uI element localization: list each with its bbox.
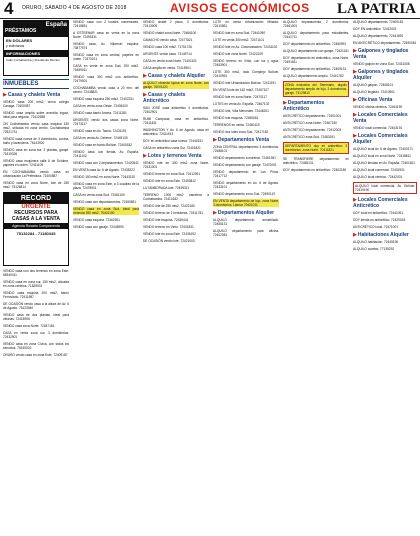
classified-ad: DOY departamento en anticrético. 72450991 — [283, 42, 347, 46]
classified-ad: VENDO casa nueva de 3 dormitorios, cocina, baño y lavandería. 76143920 — [3, 137, 69, 145]
classified-ad: ALQUILO departamento. 72441891 — [353, 34, 404, 38]
classified-ad: VENDO casa en zona Cívica, con todos los servicios. 76150002 — [3, 342, 69, 350]
classified-ad: ANTICRÉTICO departamento. 72412003 — [283, 128, 342, 132]
column-4 — [213, 20, 279, 534]
classified-ad: VENDO terreno en zona Sud. 72412091 — [143, 172, 201, 176]
column-3 — [143, 20, 209, 534]
column-1 — [3, 20, 69, 534]
classified-ad: VENDO galpón en zona Sud. 72431008 — [353, 62, 410, 66]
classified-ad: ALQUILO habitación. 72445190 — [353, 240, 399, 244]
classified-ad: VENDO casa zona Norte. 72457181 — [3, 324, 55, 328]
classified-ad: VENDO terreno en Vinto, con luz y agua. 72453901 — [213, 59, 279, 67]
classified-ad: COCHABAMBA vendo casa a 20 min. del centro. 72438821 — [73, 86, 139, 94]
category-departamentos-venta: ▶Departamentos Venta — [213, 137, 269, 143]
classified-ad: VENDO casa en zona Este, a 3 cuadras de la plaza. 72478901 — [73, 182, 139, 190]
ad-box-prestamos-banner — [4, 21, 68, 37]
classified-ad: VENDO dos lotes zona Sud. 72417182 — [213, 130, 269, 134]
classified-ad: VENDO lote Urbanización Bolívar. 72411191 — [213, 81, 276, 85]
category-locales-anticretico: ▶Locales Comerciales Anticrético — [353, 197, 408, 209]
classified-ad: DOY departamento en anticrético. 72409131 — [283, 67, 347, 71]
page-header — [0, 0, 420, 19]
category-casas-venta: ▶Casas y chalets Venta — [3, 92, 61, 98]
classified-ad: EN VENTA casa Av. 6 de Agosto. 72435222 — [73, 168, 135, 172]
ad-line: EN DÓLARES — [6, 38, 33, 43]
classified-ad: VENDO chalet zona Norte. 72466100 — [143, 31, 197, 35]
classified-ad: DOY en anticrético casa nueva. 72441531 — [143, 139, 203, 143]
dateline: ORURO, SÁBADO 4 DE AGOSTO DE 2018 — [22, 5, 127, 11]
category-locales-alquiler: ▶Locales Comerciales Alquiler — [353, 133, 408, 145]
classified-ad: VENDO lote en zona Este. 72436192 — [143, 232, 196, 236]
classified-ad: DOY local en anticrético. 72441091 — [353, 211, 404, 215]
classified-ad: DOY EN anticrético. 72412001 — [353, 27, 397, 31]
classified-ad: VENDO lote zona Norte. 72422109 — [213, 52, 263, 56]
classified-ad: VENDO chalet 2 pisos, 3 dormitorios. 72413009 — [143, 20, 209, 28]
classified-ad: DOY tienda en anticrético. 72420018 — [353, 218, 406, 222]
classified-ad: ALQUILO cuartos. 77135292 — [353, 247, 395, 251]
category-galpones-alquiler: ▶Galpones y tinglados Alquiler — [353, 69, 409, 81]
classified-ad: EN VENTA lote de 162 mts2. 72467107 — [213, 88, 269, 92]
classified-ad: DOY departamento en anticrético. 72402180 — [283, 168, 347, 172]
classified-ad: VENDO terreno en Vinto. 72401831 — [143, 225, 194, 229]
classified-ad: ALQUILO local céntrico. 72442001 — [353, 175, 403, 179]
classified-ad: ANTICRÉTICO zona Norte. 72467150 — [283, 121, 338, 125]
classified-ad: VENDO lote en zona Norte. 72470117 — [213, 95, 267, 99]
classified-ad: VENDO casa con dos terrenos en zona Este. 68340411 — [3, 269, 69, 277]
classified-ad: VENDO oficina céntrica. 72461190 — [353, 105, 403, 109]
classified-ad: URGENTE vendo dos casas zona Norte. 72473117 — [73, 118, 139, 126]
classified-ad: SAN JOSÉ casa anticrético 4 dormitorios. 72402901 — [143, 106, 209, 114]
triangle-icon: ▶ — [353, 232, 357, 238]
category-habitaciones-alquiler: ▶Habitaciones Alquiler — [353, 232, 409, 238]
category-locales-venta: ▶Locales Comerciales Venta — [353, 112, 408, 124]
classified-ad: ALQUILO local comercial. 72431901 — [353, 168, 405, 172]
classified-ad: CASA en venta zona Norte. 71401101 — [143, 59, 197, 63]
ad-line: CASAS A LA VENTA — [12, 216, 60, 222]
red-bordered-ad: ALQUILO local comercial, Av. Bolívar. 72419190 — [355, 184, 415, 192]
classified-ad: VENDO casa con departamentos. 72450891 — [73, 200, 137, 204]
classified-ad: VENDO casa esquina 250 mts2. 72402231 — [73, 97, 134, 101]
classified-ad: VENDO 150 mts2 en zona Norte. 72443192 — [73, 175, 136, 179]
classified-ad: VENDO casa en zona Norte, lote de 280 mts2. 75126814 — [3, 181, 69, 189]
classified-ad: CASA en venta en zona Sud, 200 mts2. 71859011 — [73, 64, 139, 72]
ad-line: INFORMACIONES — [4, 50, 68, 57]
classified-ad: URGENTE vendo casa. 73145714 — [143, 52, 192, 56]
classified-ad: CASA en venta Av. Dehene. 72445130 — [73, 136, 128, 140]
classified-ad: EN ANTICRÉTICO departamento. 72490081 — [353, 41, 417, 45]
classified-ad: ALQUILO departamento con garaje. 72421181 — [283, 49, 349, 53]
page-number: 4 — [4, 0, 14, 18]
ad-logo: RECORD — [4, 193, 68, 204]
ad-line: Agencia Rosario Compraventa — [4, 223, 68, 229]
triangle-icon: ▶ — [3, 92, 7, 98]
category-casas-anticretico: ▶Casas y chalets Anticrético — [143, 92, 186, 104]
column-2 — [73, 20, 139, 534]
classified-ad: ALQUILO local Av. 6 de Agosto. 72400171 — [353, 147, 413, 151]
classified-ad: CASA en venta zona Oeste. 72408100 — [73, 104, 128, 108]
triangle-icon: ▶ — [213, 137, 217, 143]
category-oficinas-venta: ▶Oficinas Venta — [353, 97, 393, 103]
ad-line: RECURSOS PARA — [14, 210, 58, 216]
highlighted-ad-red-border: ZONA exclusiva del Seminario, alquilo departamento amplio de lujo, 3 dormitorios, garaje. 73129810 — [285, 83, 347, 95]
section-title: AVISOS ECONÓMICOS — [170, 1, 310, 15]
classified-ad: ZONA CENTRAL departamento 3 dormitorios. 72488101 — [213, 145, 279, 153]
classified-ad: ORURO vendo casa en zona Este. 72409187 — [3, 353, 68, 357]
classified-ad: VENDO casa con 2 locales comerciales. 72418831 — [73, 20, 139, 28]
triangle-icon: ▶ — [143, 73, 147, 79]
classified-ad: ALQUILO galpón. 72408101 — [353, 83, 394, 87]
classified-ad: ALQUILO departamento para oficina. 72402081 — [213, 229, 279, 237]
classified-ad: ALQUILO tinglado. 72410901 — [353, 90, 395, 94]
classified-ad: CASA en anticrético zona Sur. 72401821 — [143, 146, 201, 150]
category-galpones-venta: ▶Galpones y tinglados Venta — [353, 48, 409, 60]
newspaper-brand: LA PATRIA — [336, 1, 416, 17]
classified-ad: CASA en venta zona sur, 3 dormitorios. 72432901 — [3, 331, 69, 339]
ad-line: 75132284 - 71180345 — [16, 231, 56, 236]
classified-ad: VENDO casa 200 mts2, cerca colegio Canaga. 72400087 — [3, 100, 69, 108]
classified-ad: VENDO lote esquina. 72430441 — [143, 218, 189, 222]
ad-headline: PRÉSTAMOS — [5, 28, 37, 34]
triangle-icon: ▶ — [353, 197, 357, 203]
category-departamentos-anticretico: ▶Departamentos Anticrético — [283, 100, 325, 112]
classified-ad: VENDO casa barrio Aroma. 72411281 — [73, 111, 127, 115]
classified-ad: LA TAMBORADA lote. 72495311 — [143, 186, 190, 190]
classified-ad: VENDO lote de 250 mts2. 72422180 — [143, 204, 195, 208]
classified-ad: VENDO casa 300 mts2 con anticrético. 72479001 — [73, 75, 139, 83]
classified-ad: LOTE en venta Urbanización Mirador. 72410891 — [213, 20, 279, 28]
classified-ad: VENDO lote en zona Este. 72453812 — [143, 179, 196, 183]
triangle-icon: ▶ — [143, 92, 147, 98]
classified-ad: LOTES en venta Av. España. 72467102 — [213, 102, 270, 106]
classified-ad: CAMACHO vendo casa. 72477821 — [143, 38, 193, 42]
classified-ad: ANTICRÉTICO departamento. 72401001 — [283, 114, 342, 118]
classified-ad: LOTE en venta 300 mts2. 72471101 — [213, 38, 265, 42]
ad-line: y bolivianos — [6, 44, 25, 48]
classified-ad: VENDO casa con tienda, Av. España. 72411102 — [73, 150, 139, 158]
classified-ad: VENDO lote en zona Sud. 72441090 — [213, 31, 266, 35]
highlighted-ad-red-border: DEPARTAMENTO doy en anticrético 3 dormitorios, zona Norte. 70411821 — [285, 144, 347, 152]
classified-ad: RUMI Campana, casa en anticrético. 72411811 — [143, 117, 209, 125]
classified-ad: VENDO departamento en Los Pinos. 72417712 — [213, 170, 279, 178]
classified-ad: VENDO casa 100 mts2. 71751726 — [143, 45, 192, 49]
ad-logo: España — [45, 22, 67, 28]
classified-ad: VENDO lote en Av. Circunvalación. 72431102 — [213, 45, 278, 49]
classified-ad: ANTICRÉTICO local. 72471001 — [353, 225, 398, 229]
classified-ad: ALQUILO departamento 2 dormitorios. 72461001 — [283, 20, 349, 28]
classified-ad: CASA amplia en venta. 72415901 — [143, 66, 191, 70]
classified-ad: VENDO departamento a estrenar. 72461391 — [213, 156, 276, 160]
classified-ad: ALQUILO departamento. 72400181 — [353, 20, 404, 24]
classified-ad: ALQUILO departamento para estudiantes. 72441711 — [283, 31, 349, 39]
column-6 — [353, 20, 417, 534]
ad-box-prestamos — [3, 20, 69, 76]
highlighted-ad: VENDO casa en zona Sud, ideal para vivienda 350 mts2. 70401190 — [73, 207, 139, 215]
classified-ad: VENDO local comercial. 72443191 — [353, 126, 403, 130]
classified-ad: DOY departamento en anticrético, zona Norte. 72491811 — [283, 56, 349, 64]
classified-ad: ALQUILO tiendas en Av. España. 72401811 — [353, 161, 415, 165]
triangle-icon: ▶ — [353, 133, 357, 139]
classified-ad: WASHINGTON Y Av. 6 de Agosto, casa en anticrético. 72411913 — [143, 128, 209, 136]
classified-ad: DE OCASIÓN vendo casa a la altura de Av. 6 de Agosto. 76123540 — [3, 302, 69, 310]
classified-ad: VENDO casa en barrio Bolívar. 72400182 — [73, 143, 133, 147]
classified-ad: VENDO casa con garaje. 72445990 — [73, 225, 124, 229]
category-casas-alquiler: ▶Casas y chalets Alquiler — [143, 73, 206, 79]
classified-ad: VENDO casa en zona sur, 150 mts2, ubicada en zona céntrica. 71829001 — [3, 280, 69, 288]
classified-ad: VENDO lote de 300 mts2 zona Norte. 72431001 — [143, 161, 209, 169]
classified-ad: TERRENOS en venta. 72460119 — [213, 123, 260, 127]
classified-ad: VENDO casa con 2 departamentos. 72420541 — [73, 161, 139, 165]
classified-ad: VENDO lote esquina. 72455061 — [213, 116, 259, 120]
classified-ad: VENDO casa de dos plantas, ideal para oficinas. 72418906 — [3, 313, 69, 321]
classified-ad: ON Cochabamba vendo casa esquina 150 mts2, ubicada en zona centro. Cochabamba 72521731 — [3, 122, 69, 134]
classified-ad: VENDO lote, Villa Mercedes. 72446201 — [213, 109, 269, 113]
classified-ad: A ESTRENAR casa en venta en la zona Norte. 72493331 — [73, 31, 139, 39]
classified-ad: VENDO departamento en Av. 6 de Agosto. 72433101 — [213, 181, 279, 189]
classified-ad: ALQUILO departamento amueblado. 72455131 — [213, 218, 279, 226]
classified-ad: DE OCASIÓN vendo lote. 72421003 — [143, 239, 195, 243]
ad-line: URGENTE — [21, 204, 51, 210]
classified-ad: VENDO departamento zona Sud. 72490119 — [213, 192, 275, 196]
classified-ad: ALQUILO local en zona Norte. 72418811 — [353, 154, 411, 158]
classified-ad: ALQUILO departamento amplio. 72441782 — [283, 74, 344, 78]
category-departamentos-alquiler: ▶Departamentos Alquiler — [213, 210, 275, 216]
section-heading-inmuebles: INMUEBLES — [3, 79, 69, 89]
ad-box-record — [3, 192, 69, 266]
highlighted-ad: EN VENTA departamento de lujo, zona Norte, 3 dormitorios. Llamar 70421011 — [213, 199, 279, 207]
classified-ad: EN COCHABAMBA vendo casa en urbanización La Prefectura. 72400587 — [3, 170, 69, 178]
triangle-icon: ▶ — [213, 210, 217, 216]
classified-ad: VENDO casa en zona sur, 3 plantas, garaje. 71815326 — [3, 148, 69, 156]
classified-ad: VENDO terreno de 2 hectáreas. 72411781 — [143, 211, 204, 215]
triangle-icon: ▶ — [353, 112, 357, 118]
triangle-icon: ▶ — [143, 153, 147, 159]
column-5 — [283, 20, 349, 534]
classified-ad: LOTE 300 mts2, lado Complejo Bolívar. 72410991 — [213, 70, 279, 78]
classified-ad: CASA en venta zona Sud. 72461100 — [73, 193, 125, 197]
classified-ad: VENDO casa en Av. Tacna. 72431191 — [73, 129, 127, 133]
classified-ad: ANTICRÉTICO zona Sud. 72483191 — [283, 135, 335, 139]
classified-ad: VENDO casa en zona central, papeles en orden. 72470221 — [73, 53, 139, 61]
classified-ad: VENDO departamento con garaje. 72470091 — [213, 163, 277, 167]
classified-ad: VENDO casa esquinera calle 6 de Octubre, papeles en orden. 72411109 — [3, 159, 69, 167]
classified-ad: VENDO casa esquina. 72462301 — [73, 218, 120, 222]
classified-columns — [3, 20, 417, 534]
category-lotes-venta: ▶Lotes y terrenos Venta — [143, 153, 202, 159]
classified-ad: VENDO casa esquina 200 mts2, barrio Ferroviario. 72411987 — [3, 291, 69, 299]
highlighted-ad: ALQUILO vivienda lujosa en zona Norte, con garaje. 76001120 — [143, 81, 209, 89]
triangle-icon: ▶ — [353, 48, 357, 54]
classified-ad: VENDO casa, Av. Villarroel esquina. 73877574 — [73, 42, 139, 50]
classified-ad: TERRENO 1000 mts2 carretera a Cochabamba. 72410182 — [143, 193, 209, 201]
triangle-icon: ▶ — [353, 69, 357, 75]
ad-line: Calle Cochabamba y Presidente Montes — [6, 58, 60, 62]
triangle-icon: ▶ — [283, 100, 287, 106]
classified-ad: SE TRANSFIERE departamento en anticrético. 72455131 — [283, 157, 349, 165]
classified-ad: VENDO casa amplia sobre avenida Ingavi, ideal para negocio. 72412588 — [3, 111, 69, 119]
triangle-icon: ▶ — [353, 97, 357, 103]
